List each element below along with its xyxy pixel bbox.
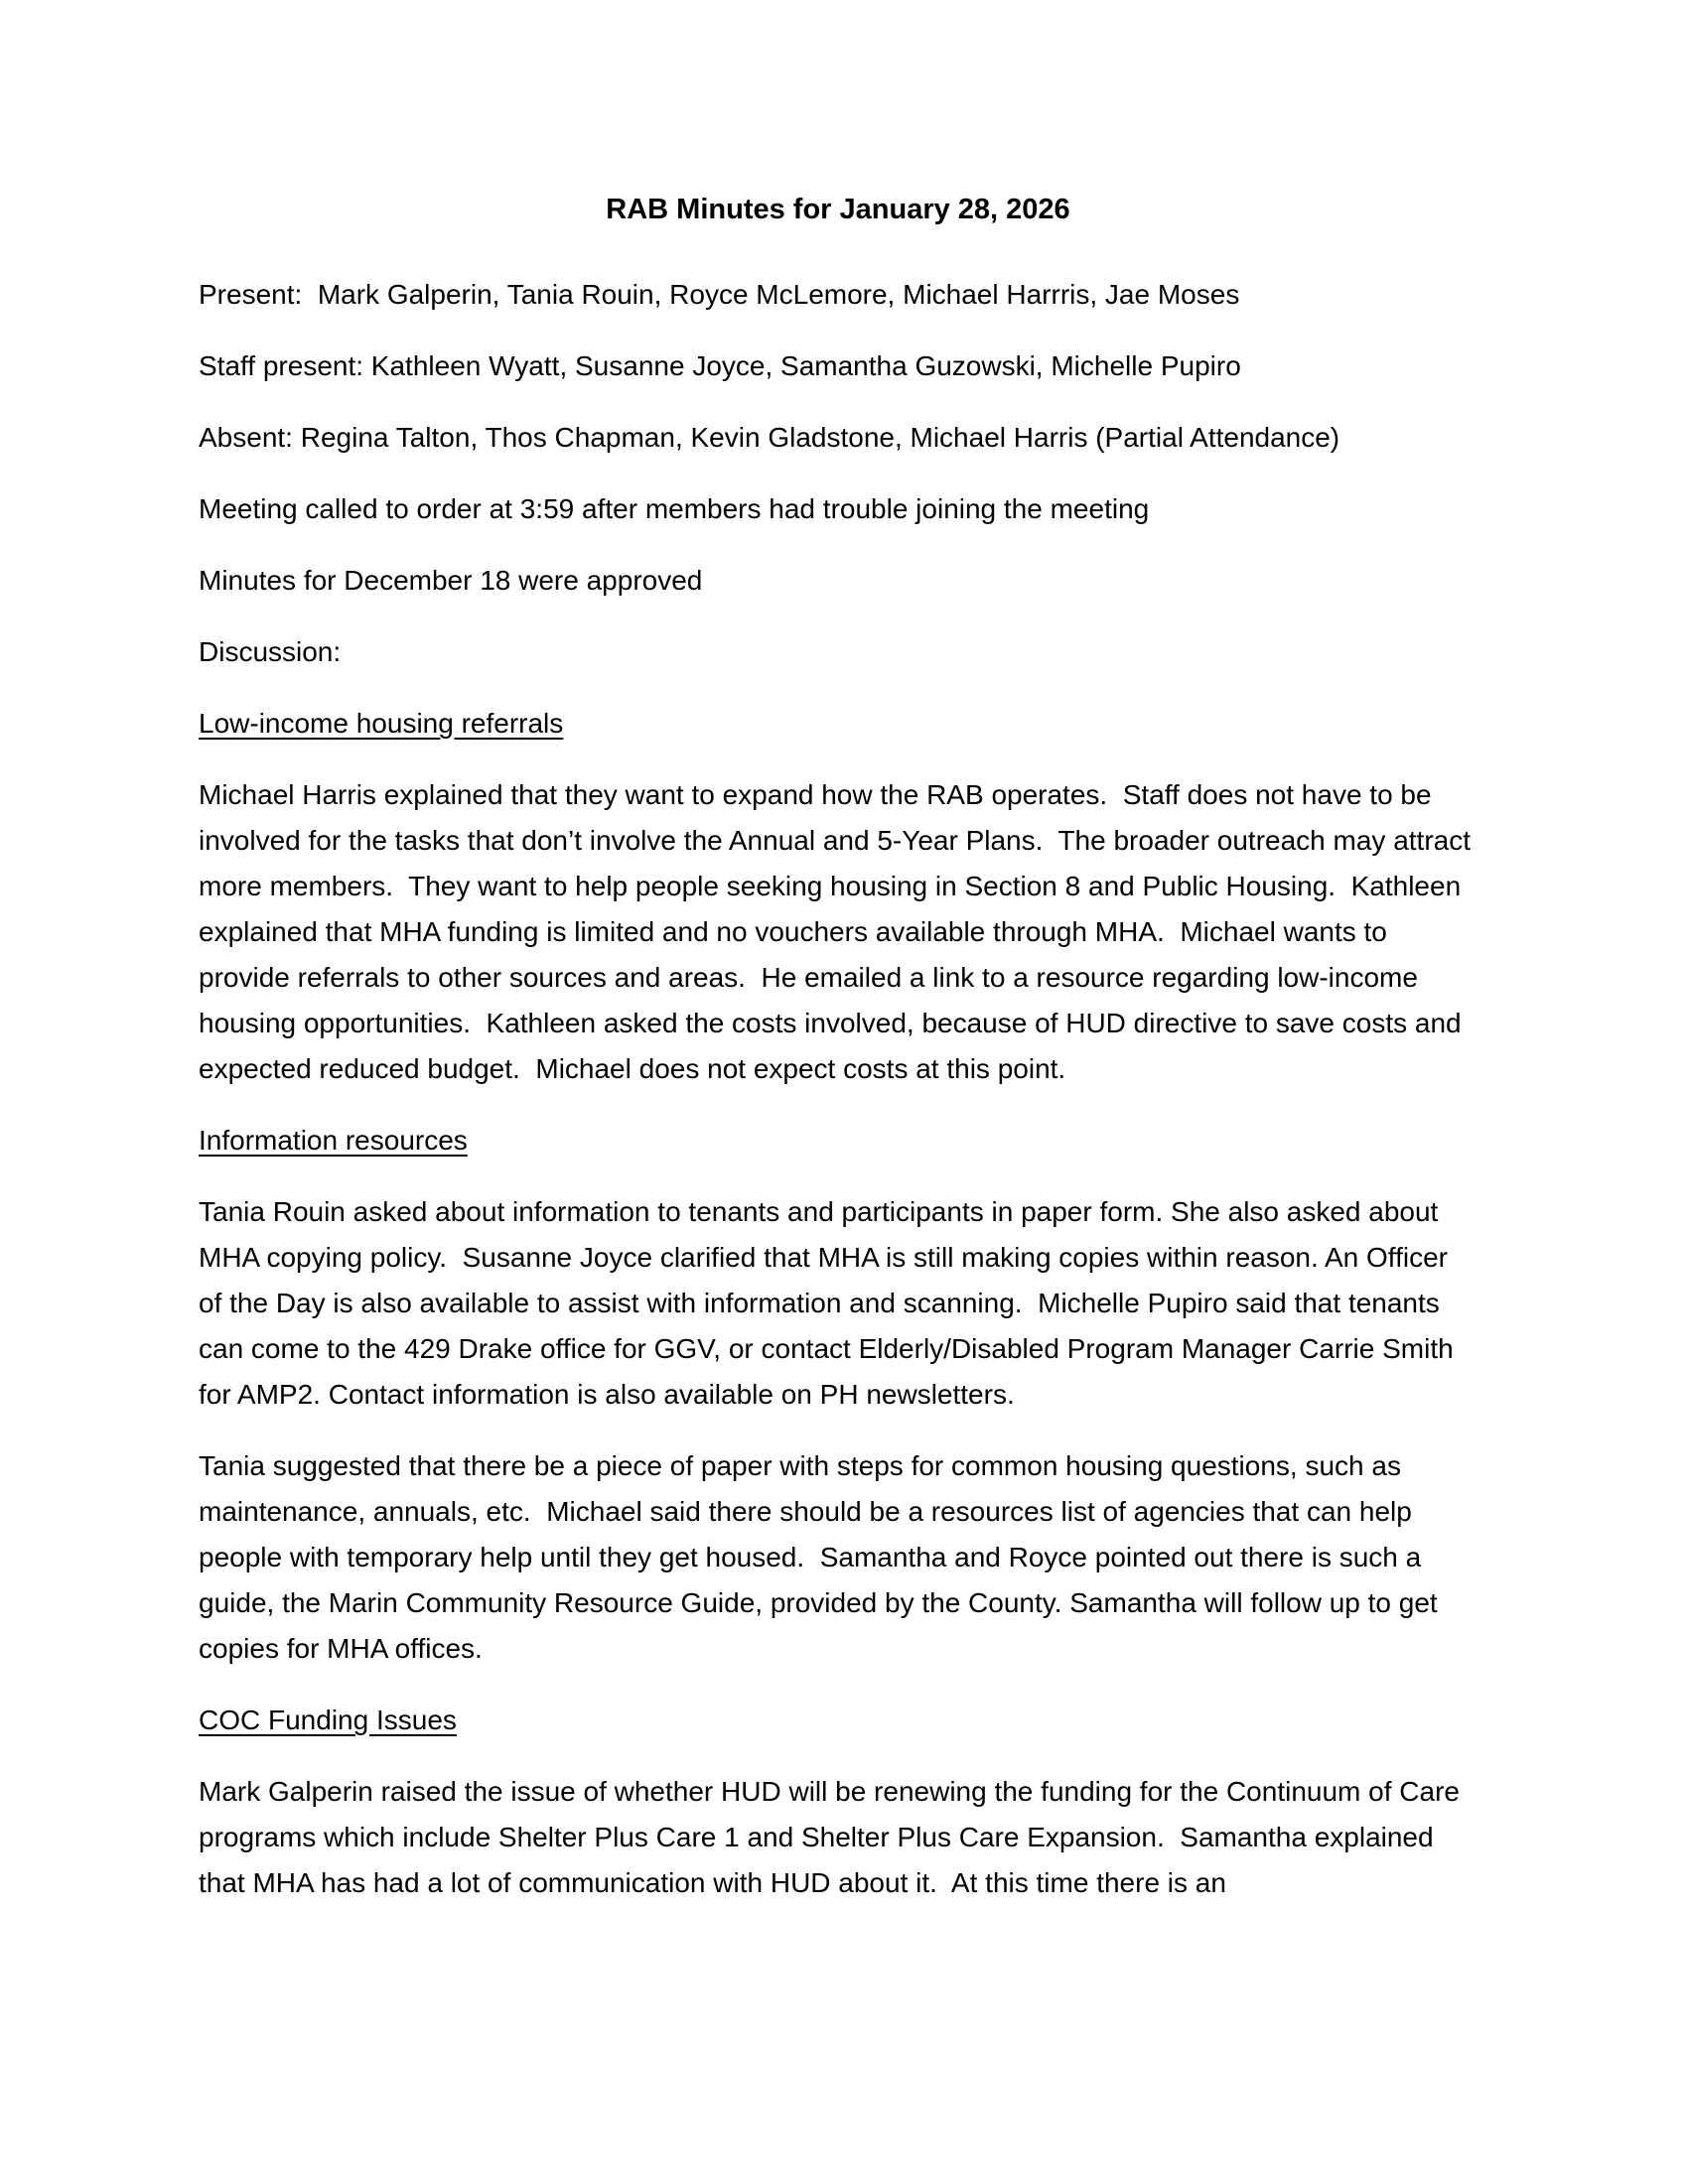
paragraph: Absent: Regina Talton, Thos Chapman, Kevin Gladstone, Michael Harris (Partial Attendance) [199, 422, 1340, 453]
paragraph: Discussion: [199, 636, 342, 667]
paragraph: Michael Harris explained that they want to expand how the RAB operates. Staff does not have to be involved for the tasks that don’t involve the Annual and 5-Year Plans. The broader outreach may attract more members. They want to help people seeking housing in Section 8 and Public Housing. Kathleen explained that MHA funding is limited and no vouchers available through MHA. Michael wants to provide referrals to other sources and areas. He emailed a link to a resource regarding low-income housing opportunities. Kathleen asked the costs involved, because of HUD directive to save costs and expected reduced budget. Michael does not expect costs at this point. [199, 779, 1478, 1084]
paragraph: Tania suggested that there be a piece of paper with steps for common housing questions, such as maintenance, annuals, etc. Michael said there should be a resources list of agencies that can help people with temporary help until they get housed. Samantha and Royce pointed out there is such a guide, the Marin Community Resource Guide, provided by the County. Samantha will follow up to get copies for MHA offices. [199, 1450, 1446, 1664]
paragraph: Mark Galperin raised the issue of whether HUD will be renewing the funding for the Continuum of Care programs which include Shelter Plus Care 1 and Shelter Plus Care Expansion. Samantha explained that MHA has had a lot of communication with HUD about it. At this time there is an [199, 1776, 1468, 1898]
paragraph: Staff present: Kathleen Wyatt, Susanne Joyce, Samantha Guzowski, Michelle Pupiro [199, 350, 1241, 381]
paragraph: Meeting called to order at 3:59 after members had trouble joining the meeting [199, 493, 1150, 524]
section-heading: Information resources [199, 1125, 468, 1156]
paragraph: Present: Mark Galperin, Tania Rouin, Royce McLemore, Michael Harrris, Jae Moses [199, 279, 1240, 310]
paragraph: Minutes for December 18 were approved [199, 565, 703, 596]
section-heading: Low-income housing referrals [199, 708, 564, 739]
document-body [199, 272, 1477, 1906]
section-heading: COC Funding Issues [199, 1705, 457, 1735]
paragraph: Tania Rouin asked about information to tenants and participants in paper form. She also asked about MHA copying policy. Susanne Joyce clarified that MHA is still making copies within reason. An Officer of the Day is also available to assist with information and scanning. Michelle Pupiro said that tenants can come to the 429 Drake office for GGV, or contact Elderly/Disabled Program Manager Carrie Smith for AMP2. Contact information is also available on PH newsletters. [199, 1196, 1462, 1410]
document-title: RAB Minutes for January 28, 2026 [606, 194, 1070, 225]
